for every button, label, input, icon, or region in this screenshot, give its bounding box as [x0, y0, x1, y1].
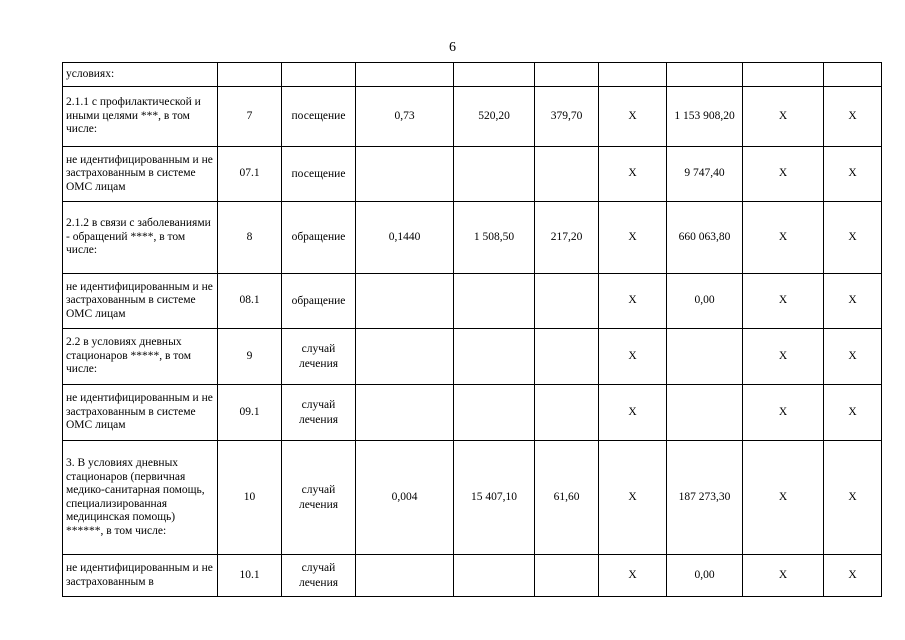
row-col-7: Х [599, 555, 667, 597]
row-name: 3. В условиях дневных стационаров (первичная медико-санитарная помощь, специализированная медицинская помощь) ******, в том числе: [63, 441, 218, 555]
row-value-2 [454, 329, 535, 385]
table-row [63, 329, 882, 385]
row-col-7: Х [599, 147, 667, 202]
row-value-2 [454, 274, 535, 329]
row-col-7: Х [599, 87, 667, 147]
table-row [63, 274, 882, 329]
row-col-8: 187 273,30 [667, 441, 743, 555]
table-row [63, 385, 882, 441]
row-code: 08.1 [218, 274, 282, 329]
row-col-10: Х [824, 87, 882, 147]
row-value-1: 0,73 [356, 87, 454, 147]
row-col-8: 1 153 908,20 [667, 87, 743, 147]
row-col-7: Х [599, 202, 667, 274]
row-value-2: 1 508,50 [454, 202, 535, 274]
row-col-10: Х [824, 555, 882, 597]
row-col-8 [667, 63, 743, 87]
row-value-2: 520,20 [454, 87, 535, 147]
table-row [63, 441, 882, 555]
row-value-2 [454, 555, 535, 597]
row-value-3: 379,70 [535, 87, 599, 147]
row-col-9: Х [743, 385, 824, 441]
row-value-1 [356, 274, 454, 329]
row-col-9: Х [743, 329, 824, 385]
row-col-8: 0,00 [667, 555, 743, 597]
row-col-9: Х [743, 274, 824, 329]
row-name: 2.1.2 в связи с заболеваниями - обращений ****, в том числе: [63, 202, 218, 274]
row-value-3 [535, 147, 599, 202]
table-row [63, 202, 882, 274]
row-col-7: Х [599, 274, 667, 329]
page-number: 6 [449, 40, 456, 55]
row-code: 07.1 [218, 147, 282, 202]
row-col-9: Х [743, 441, 824, 555]
row-col-10: Х [824, 274, 882, 329]
table-row [63, 555, 882, 597]
row-col-9: Х [743, 87, 824, 147]
data-table [62, 62, 882, 597]
row-name: 2.1.1 с профилактической и иными целями ***, в том числе: [63, 87, 218, 147]
row-unit: случай лечения [282, 329, 356, 385]
row-value-2: 15 407,10 [454, 441, 535, 555]
row-col-7: Х [599, 329, 667, 385]
row-col-8 [667, 385, 743, 441]
row-col-10: Х [824, 147, 882, 202]
row-code: 8 [218, 202, 282, 274]
row-name: не идентифицированным и не застрахованным в системе ОМС лицам [63, 385, 218, 441]
row-col-9: Х [743, 555, 824, 597]
row-value-2 [454, 385, 535, 441]
row-value-3: 61,60 [535, 441, 599, 555]
row-value-3 [535, 555, 599, 597]
table-row [63, 147, 882, 202]
row-code: 7 [218, 87, 282, 147]
row-name: условиях: [63, 63, 218, 87]
row-col-10: Х [824, 441, 882, 555]
row-name: не идентифицированным и не застрахованным в [63, 555, 218, 597]
row-value-3 [535, 63, 599, 87]
row-value-3 [535, 329, 599, 385]
row-col-7 [599, 63, 667, 87]
row-code: 9 [218, 329, 282, 385]
row-value-1 [356, 385, 454, 441]
row-value-1 [356, 555, 454, 597]
row-col-9 [743, 63, 824, 87]
row-code: 10.1 [218, 555, 282, 597]
table-row [63, 63, 882, 87]
row-col-10 [824, 63, 882, 87]
row-name: не идентифицированным и не застрахованным в системе ОМС лицам [63, 274, 218, 329]
row-code: 09.1 [218, 385, 282, 441]
row-value-3: 217,20 [535, 202, 599, 274]
row-code [218, 63, 282, 87]
row-code: 10 [218, 441, 282, 555]
row-name: не идентифицированным и не застрахованным в системе ОМС лицам [63, 147, 218, 202]
row-value-3 [535, 274, 599, 329]
row-unit: посещение [282, 87, 356, 147]
row-col-8: 0,00 [667, 274, 743, 329]
row-col-9: Х [743, 202, 824, 274]
row-unit: обращение [282, 274, 356, 329]
row-unit [282, 63, 356, 87]
row-col-8: 660 063,80 [667, 202, 743, 274]
row-col-9: Х [743, 147, 824, 202]
row-value-1: 0,004 [356, 441, 454, 555]
row-name: 2.2 в условиях дневных стационаров *****, в том числе: [63, 329, 218, 385]
row-value-1 [356, 329, 454, 385]
row-col-10: Х [824, 202, 882, 274]
row-col-7: Х [599, 441, 667, 555]
row-value-1: 0,1440 [356, 202, 454, 274]
row-unit: случай лечения [282, 555, 356, 597]
row-value-1 [356, 147, 454, 202]
table-row [63, 87, 882, 147]
row-value-2 [454, 63, 535, 87]
row-value-2 [454, 147, 535, 202]
row-unit: случай лечения [282, 441, 356, 555]
row-value-1 [356, 63, 454, 87]
row-col-10: Х [824, 329, 882, 385]
row-unit: посещение [282, 147, 356, 202]
row-col-8 [667, 329, 743, 385]
row-unit: обращение [282, 202, 356, 274]
row-col-8: 9 747,40 [667, 147, 743, 202]
row-col-10: Х [824, 385, 882, 441]
row-unit: случай лечения [282, 385, 356, 441]
row-value-3 [535, 385, 599, 441]
row-col-7: Х [599, 385, 667, 441]
